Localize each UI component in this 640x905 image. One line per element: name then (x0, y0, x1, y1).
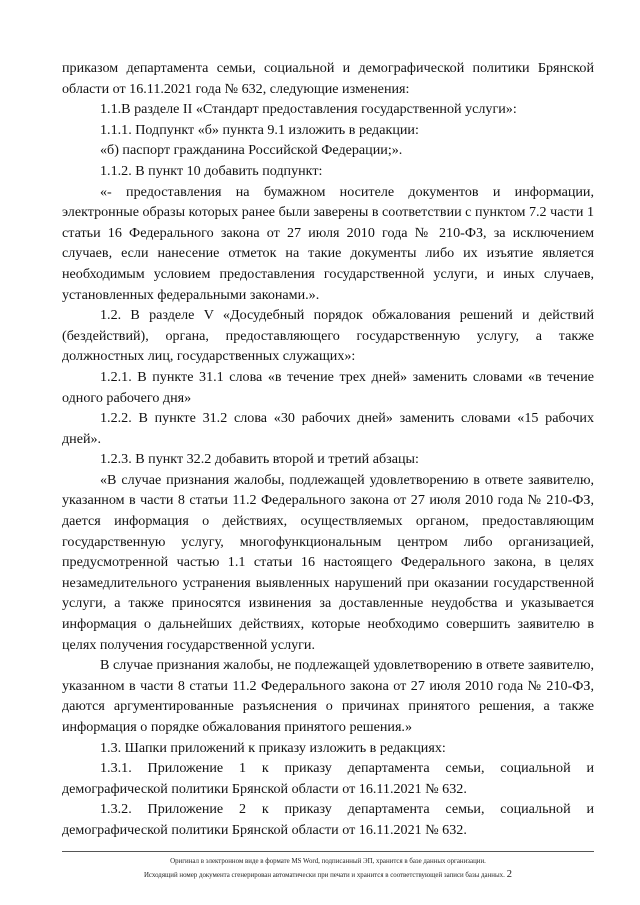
paragraph-3: «б) паспорт гражданина Российской Федерации;». (100, 142, 403, 159)
paragraph-0: приказом департамента семьи, социальной и демографической политики Брянской области от 16.11.2021 года № 632, следующие изменения: (62, 60, 594, 97)
paragraph-12: 1.3. Шапки приложений к приказу изложить в редакциях: (100, 739, 446, 756)
paragraph-4: 1.1.2. В пункт 10 добавить подпункт: (100, 162, 323, 179)
paragraph-5: «- предоставления на бумажном носителе документов и информации, электронные образы которых ранее были заверены в соответствии с пунктом 7.2 части 1 статьи 16 Федерального закона от 27 июля 2010 года № 210-ФЗ, за исключением случаев, если нанесение отметок на такие документы либо их изъятие является необходимым условием предоставления государственной услуги, и иных случаев, установленных федеральными законами.». (62, 183, 594, 303)
page-number: 2 (506, 869, 513, 880)
paragraph-7: 1.2.1. В пункте 31.1 слова «в течение трех дней» заменить словами «в течение одного рабочего дня» (62, 368, 594, 406)
footer-number-note-row (62, 868, 594, 882)
paragraph-2: 1.1.1. Подпункт «б» пункта 9.1 изложить в редакции: (100, 121, 419, 138)
paragraph-13: 1.3.1. Приложение 1 к приказу департамента семьи, социальной и демографической политики Брянской области от 16.11.2021 № 632. (62, 760, 594, 797)
footer-divider (62, 851, 594, 852)
paragraph-11: В случае признания жалобы, не подлежащей удовлетворению в ответе заявителю, указанном в части 8 статьи 11.2 Федерального закона от 27 июля 2010 года № 210-ФЗ, даются аргументированные разъяснения о причинах принятого решения, а также информация о порядке обжалования принятого решения.» (62, 657, 594, 735)
footer-original-note: Оригинал в электронном виде в формате MS Word, подписанный ЭП, хранится в базе данных организации. (170, 858, 486, 865)
paragraph-14: 1.3.2. Приложение 2 к приказу департамента семьи, социальной и демографической политики Брянской области от 16.11.2021 № 632. (62, 801, 594, 838)
paragraph-8: 1.2.2. В пункте 31.2 слова «30 рабочих дней» заменить словами «15 рабочих дней». (62, 410, 594, 447)
paragraph-10: «В случае признания жалобы, подлежащей удовлетворению в ответе заявителю, указанном в части 8 статьи 11.2 Федерального закона от 27 июля 2010 года № 210-ФЗ, дается информация о действиях, осуществляемых органом, предоставляющим государственную услугу, многофункциональным центром либо организацией, предусмотренной частью 1.1 статьи 16 настоящего Федерального закона, в целях незамедлительного устранения выявленных нарушений при оказании государственной услуги, а также приносятся извинения за доставленные неудобства и указывается информация о дальнейших действиях, которые необходимо совершить заявителю в целях получения государственной услуги. (62, 471, 594, 653)
page-footer (62, 855, 594, 882)
footer-number-note: Исходящий номер документа сгенерирован автоматически при печати и хранится в соответствующей записи базы данных. (143, 872, 505, 879)
paragraph-1: 1.1.В разделе II «Стандарт предоставления государственной услуги»: (100, 101, 517, 118)
paragraph-9: 1.2.3. В пункт 32.2 добавить второй и третий абзацы: (100, 451, 419, 468)
document-body (62, 58, 594, 841)
paragraph-6: 1.2. В разделе V «Досудебный порядок обжалования решений и действий (бездействий), органа, предоставляющего государственную услугу, а также должностных лиц, государственных служащих»: (62, 307, 594, 365)
